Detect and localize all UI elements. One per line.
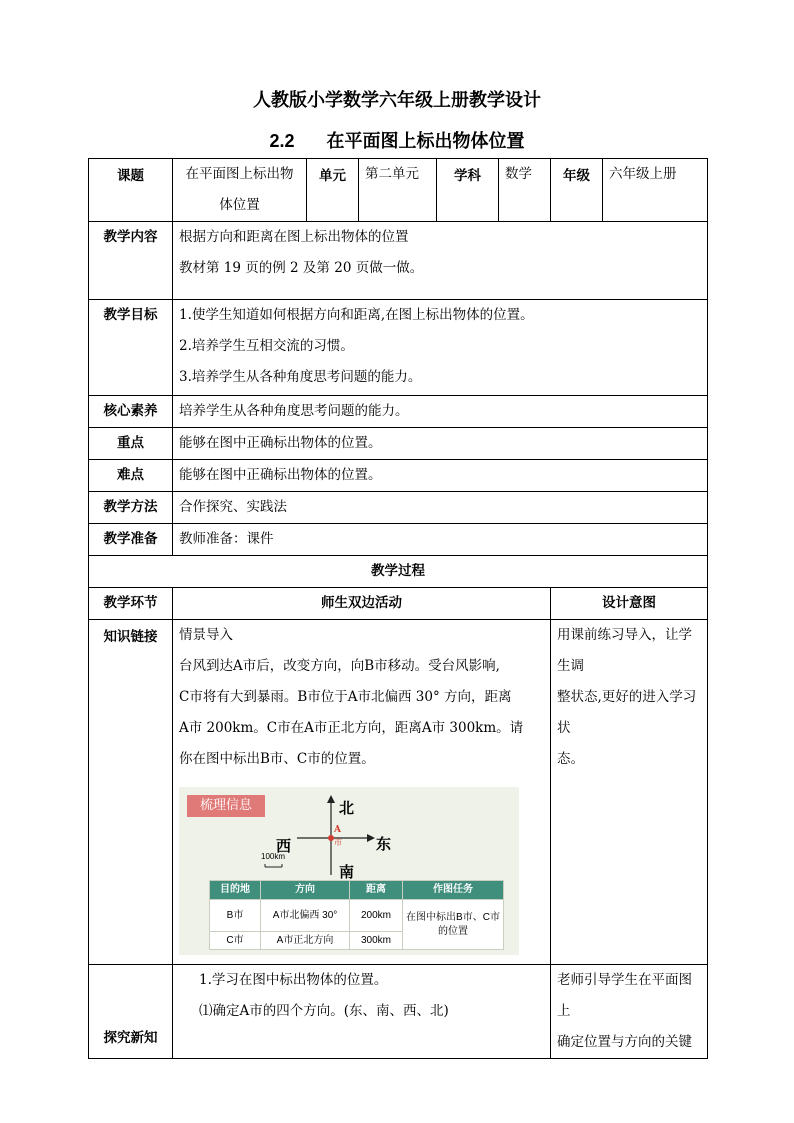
info-cell: A市正北方向 [261,932,350,950]
scale-label: 100km [261,852,286,861]
east-label: 东 [376,835,392,853]
figure-tag: 梳理信息 [187,795,265,817]
goals-value: 1.使学生知道如何根据方向和距离,在图上标出物体的位置。 2.培养学生互相交流的习惯。 3.培养学生从各种角度思考问题的能力。 [173,300,708,396]
topic-label: 课题 [89,159,173,222]
difficulty-value: 能够在图中正确标出物体的位置。 [173,460,708,492]
explore-intent: 老师引导学生在平面图上 确定位置与方向的关键 [551,965,708,1059]
unit-label: 单元 [307,159,359,222]
explore-activity: 1.学习在图中标出物体的位置。 ⑴确定A市的四个方向。(东、南、西、北) [173,965,551,1059]
map-figure [179,787,519,955]
lesson-number: 2.2 [269,131,295,151]
link-intent: 用课前练习导入，让学生调 整状态,更好的进入学习状 态。 [551,620,708,965]
explore-label: 探究新知 [89,965,173,1059]
unit-value: 第二单元 [359,159,437,222]
north-arrow-icon [327,795,335,803]
method-value: 合作探究、实践法 [173,492,708,524]
goals-label: 教学目标 [89,300,173,396]
info-th-distance: 距离 [350,881,403,900]
info-th-destination: 目的地 [210,881,261,900]
info-cell: B市 [210,900,261,932]
info-th-direction: 方向 [261,881,350,900]
lesson-plan-table [88,158,708,1059]
document-title: 人教版小学数学六年级上册教学设计 [253,90,541,111]
south-label: 南 [339,863,355,881]
lesson-title: 在平面图上标出物体位置 [326,131,525,152]
process-col-activity: 师生双边活动 [173,588,551,620]
core-label: 核心素养 [89,396,173,428]
grade-value: 六年级上册 [603,159,708,222]
info-cell: A市北偏西 30° [261,900,350,932]
info-table [209,880,504,950]
info-cell: C市 [210,932,261,950]
difficulty-label: 难点 [89,460,173,492]
prep-label: 教学准备 [89,524,173,556]
city-a-label: A [334,825,341,835]
east-arrow-icon [367,834,375,842]
link-activity: 情景导入 台风到达A市后，改变方向，向B市移动。受台风影响, C市将有大到暴雨。B市位于A市北偏西 30° 方向，距离 A市 200km。C市在A市正北方向，距离A市 300km。请 你在图中标出B市、C市的位置。 梳理信息 北 南 东 西 A 市 100km 目的地 方向 距离 作图任务 B市 A市北偏西 30° 200km 在图中标出B市、C市的位置 C市 A市正北方向 300km [173,620,551,965]
info-th-task: 作图任务 [403,881,504,900]
info-cell: 在图中标出B市、C市的位置 [403,900,504,950]
city-a-sub: 市 [334,838,342,847]
key-value: 能够在图中正确标出物体的位置。 [173,428,708,460]
process-col-stage: 教学环节 [89,588,173,620]
west-label: 西 [276,837,292,855]
process-section-title: 教学过程 [89,556,708,588]
subject-label: 学科 [437,159,499,222]
info-cell: 200km [350,900,403,932]
grade-label: 年级 [551,159,603,222]
info-cell: 300km [350,932,403,950]
core-value: 培养学生从各种角度思考问题的能力。 [173,396,708,428]
topic-value: 在平面图上标出物 体位置 [173,159,307,222]
content-label: 教学内容 [89,222,173,300]
prep-value: 教师准备：课件 [173,524,708,556]
content-value: 根据方向和距离在图上标出物体的位置 教材第 19 页的例 2 及第 20 页做一做。 [173,222,708,300]
north-label: 北 [339,799,355,817]
key-label: 重点 [89,428,173,460]
subject-value: 数学 [499,159,551,222]
lesson-heading [0,127,794,153]
link-label: 知识链接 [89,620,173,965]
process-col-intent: 设计意图 [551,588,708,620]
method-label: 教学方法 [89,492,173,524]
